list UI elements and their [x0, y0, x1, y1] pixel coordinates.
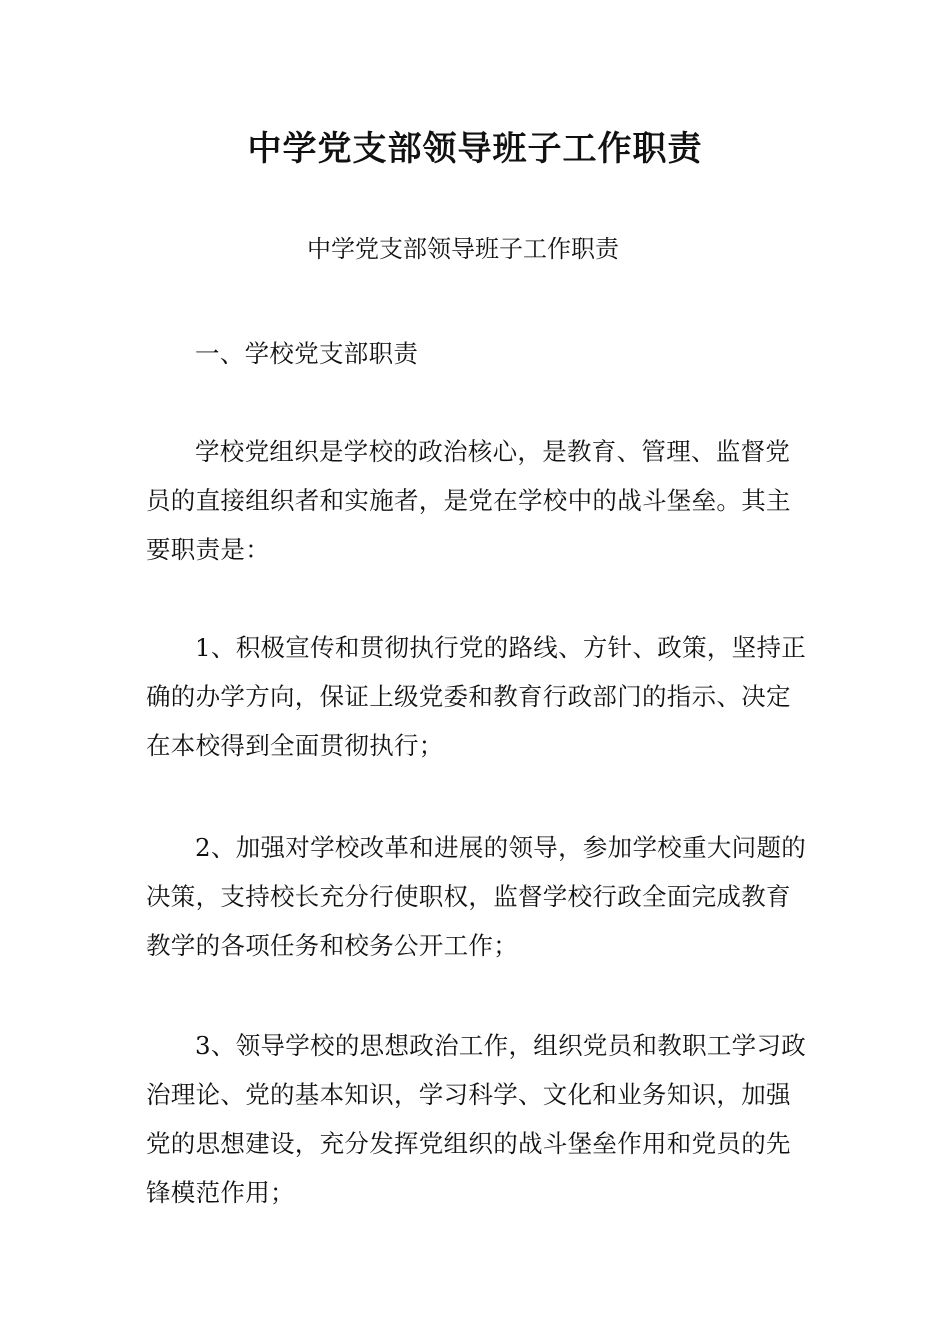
- duty-item-1: 1、积极宣传和贯彻执行党的路线、方针、政策，坚持正确的办学方向，保证上级党委和教育行政部门的指示、决定在本校得到全面贯彻执行；: [146, 633, 807, 760]
- intro-paragraph: 学校党组织是学校的政治核心，是教育、管理、监督党员的直接组织者和实施者，是党在学校中的战斗堡垒。其主要职责是：: [146, 437, 791, 564]
- document-subtitle: 中学党支部领导班子工作职责: [307, 235, 619, 263]
- section-heading: 一、学校党支部职责: [195, 339, 419, 368]
- duty-item-2: 2、加强对学校改革和进展的领导，参加学校重大问题的决策，支持校长充分行使职权，监督学校行政全面完成教育教学的各项任务和校务公开工作；: [146, 833, 807, 960]
- document-title: 中学党支部领导班子工作职责: [247, 129, 703, 169]
- duty-item-3: 3、领导学校的思想政治工作，组织党员和教职工学习政治理论、党的基本知识，学习科学、文化和业务知识，加强党的思想建设，充分发挥党组织的战斗堡垒作用和党员的先锋模范作用；: [146, 1031, 807, 1207]
